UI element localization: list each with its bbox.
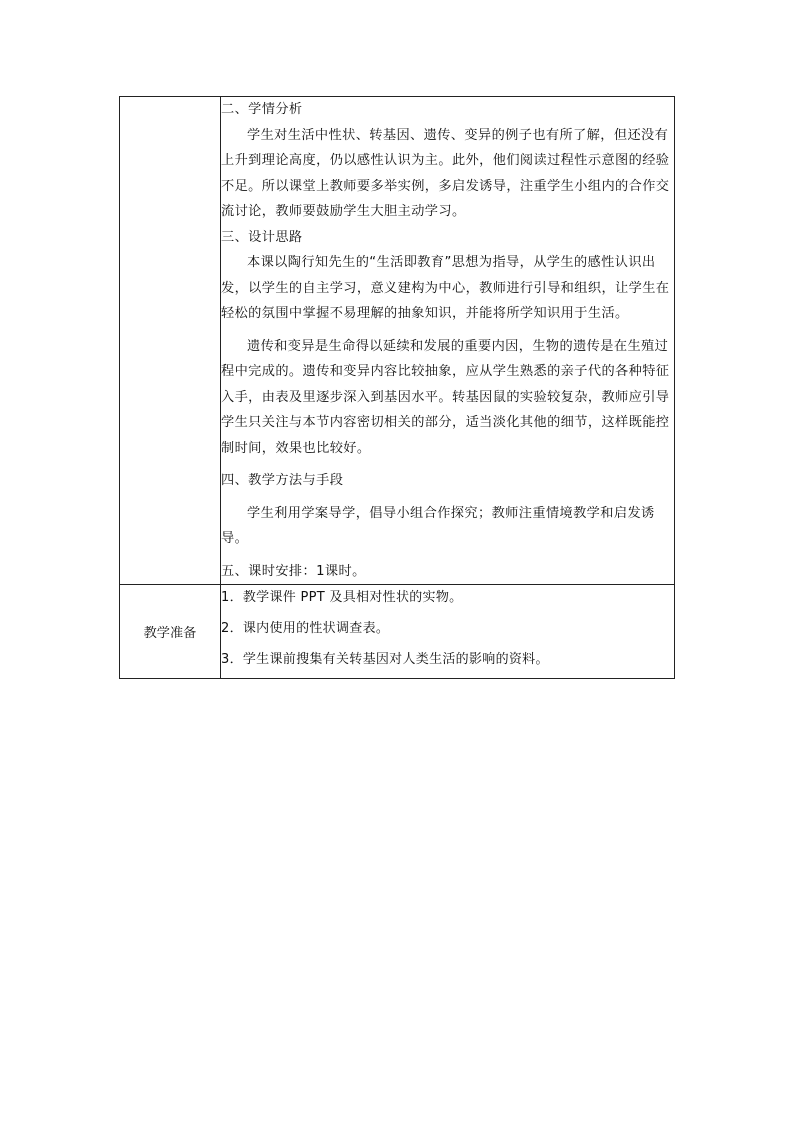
preparation-item-1: 1．教学课件 PPT 及具相对性状的实物。 (221, 590, 463, 605)
section-three-heading: 三、设计思路 (221, 229, 303, 245)
section-three-paragraph-1: 本课以陶行知先生的“生活即教育”思想为指导，从学生的感性认识出发，以学生的自主学习，意义建构为中心，教师进行引导和组织，让学生在轻松的氛围中掌握不易理解的抽象知识，并能将所学知识用于生活。 (221, 255, 670, 321)
section-four-heading: 四、教学方法与手段 (221, 473, 344, 488)
preparation-item-2: 2．课内使用的性状调查表。 (221, 621, 390, 636)
preparation-label: 教学准备 (120, 585, 221, 679)
section-two-paragraph: 学生对生活中性状、转基因、遗传、变异的例子也有所了解，但还没有上升到理论高度，仍以感性认识为主。此外，他们阅读过程性示意图的经验不足。所以课堂上教师要多举实例，多启发诱导，注重学生小组内的合作交流讨论，教师要鼓励学生大胆主动学习。 (221, 127, 670, 219)
preparation-row (120, 585, 675, 679)
section-four-paragraph: 学生利用学案导学，倡导小组合作探究；教师注重情境教学和启发诱导。 (221, 505, 655, 546)
section-five-heading: 五、课时安排：1课时。 (221, 563, 366, 579)
section-two-heading: 二、学情分析 (221, 102, 303, 117)
lesson-plan-table (119, 96, 675, 679)
empty-label-cell (120, 97, 221, 585)
preparation-content-cell (221, 585, 675, 679)
analysis-row (120, 97, 675, 585)
preparation-item-3: 3．学生课前搜集有关转基因对人类生活的影响的资料。 (221, 652, 549, 667)
analysis-content-cell (221, 97, 675, 585)
section-three-paragraph-2: 遗传和变异是生命得以延续和发展的重要内因，生物的遗传是在生殖过程中完成的。遗传和变异内容比较抽象，应从学生熟悉的亲子代的各种特征入手，由表及里逐步深入到基因水平。转基因鼠的实验较复杂，教师应引导学生只关注与本节内容密切相关的部分，适当淡化其他的细节，这样既能控制时间，效果也比较好。 (221, 338, 670, 456)
